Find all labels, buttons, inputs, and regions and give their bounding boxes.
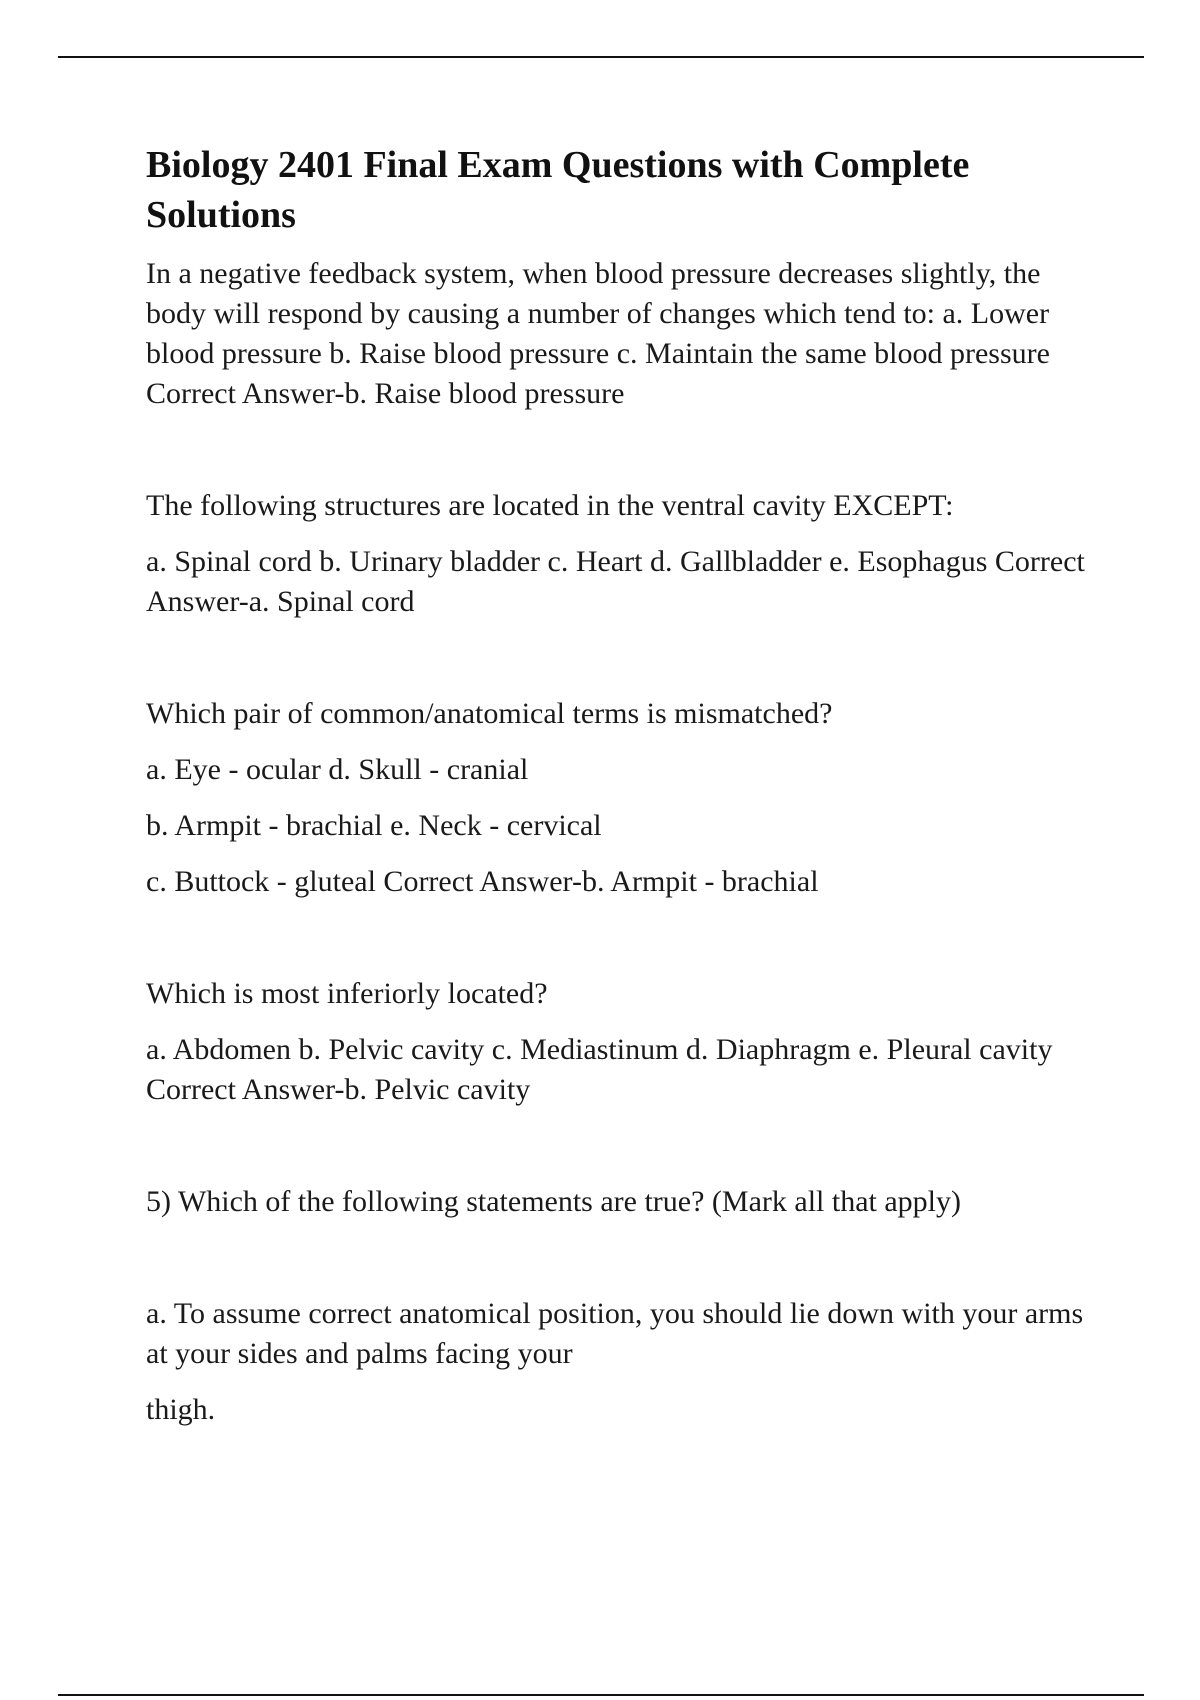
question-3-line-3: c. Buttock - gluteal Correct Answer-b. Armpit - brachial bbox=[146, 865, 819, 898]
question-3-line-2: b. Armpit - brachial e. Neck - cervical bbox=[146, 809, 602, 842]
question-4-options: a. Abdomen b. Pelvic cavity c. Mediastinum d. Diaphragm e. Pleural cavity Correct Answer-b. Pelvic cavity bbox=[146, 1033, 1053, 1106]
question-5 bbox=[146, 1182, 1106, 1430]
question-2 bbox=[146, 486, 1106, 622]
question-4-stem: Which is most inferiorly located? bbox=[146, 977, 548, 1010]
question-5-stem: 5) Which of the following statements are true? (Mark all that apply) bbox=[146, 1185, 962, 1218]
question-3-line-1: a. Eye - ocular d. Skull - cranial bbox=[146, 753, 529, 786]
question-3 bbox=[146, 694, 1106, 902]
footer-rule bbox=[58, 1694, 1144, 1696]
question-1-text: In a negative feedback system, when blood pressure decreases slightly, the body will respond by causing a number of changes which tend to: a. Lower blood pressure b. Raise blood pressure c. Maintain the same blood pressure Correct Answer-b. Raise blood pressure bbox=[146, 257, 1050, 410]
question-2-stem: The following structures are located in the ventral cavity EXCEPT: bbox=[146, 489, 954, 522]
question-2-options: a. Spinal cord b. Urinary bladder c. Heart d. Gallbladder e. Esophagus Correct Answer-a. Spinal cord bbox=[146, 545, 1085, 618]
question-5-option-a-continued: thigh. bbox=[146, 1393, 216, 1426]
header-rule bbox=[58, 56, 1144, 58]
question-1 bbox=[146, 254, 1106, 414]
document-body bbox=[146, 140, 1106, 1430]
question-4 bbox=[146, 974, 1106, 1110]
document-title: Biology 2401 Final Exam Questions with Complete Solutions bbox=[146, 144, 970, 236]
question-5-option-a: a. To assume correct anatomical position, you should lie down with your arms at your sides and palms facing your bbox=[146, 1297, 1084, 1370]
question-3-stem: Which pair of common/anatomical terms is mismatched? bbox=[146, 697, 833, 730]
